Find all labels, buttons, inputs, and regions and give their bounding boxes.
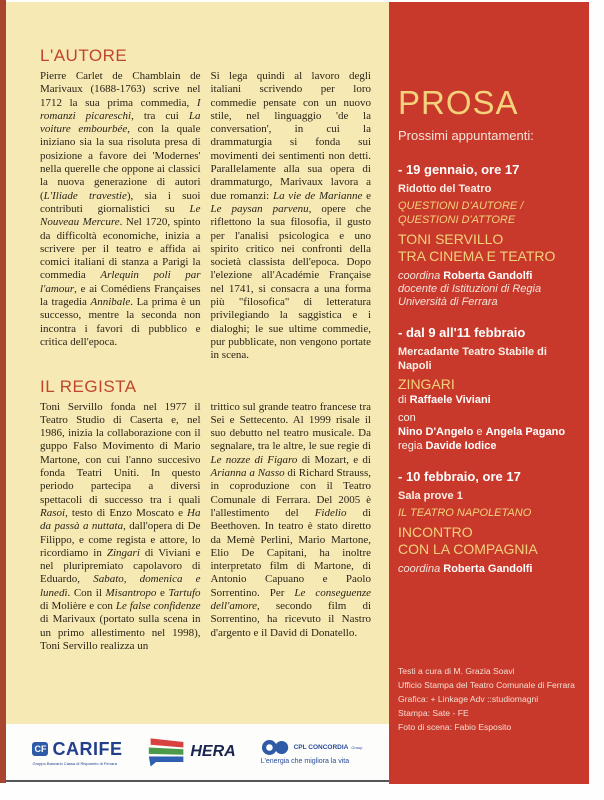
- hera-logo: [147, 736, 235, 768]
- author-name: Raffaele Viviani: [409, 394, 491, 406]
- credit-line: Testi a cura di M. Grazia Soavi: [398, 666, 515, 676]
- italic-title: Le nozze di Figaro: [210, 453, 298, 466]
- text-run: Si lega quindi al lavoro degli italiani scrivendo per loro commedie pensate con un nuovo stile, nel linguaggio 'de la conversation', in cui la drammaturgia si fonda sui movimenti dei sentimenti non detti. Parallelamente alla sua opera di drammaturgo, Marivaux lavora a due romanzi:: [210, 70, 371, 202]
- italic-title: Le false confidenze: [115, 599, 201, 612]
- carife-mark-icon: CF: [34, 744, 47, 754]
- autore-column-1: [40, 70, 201, 349]
- credit-line: Ufficio Stampa del Teatro Comunale di Ferrara: [398, 680, 575, 690]
- event-director: [398, 439, 583, 453]
- text-run: di Marivaux (portato sulla scena in un primo allestimento nel 1998), Toni Servillo realizza un: [40, 613, 201, 652]
- event-title: TONI SERVILLO: [398, 231, 504, 247]
- regista-column-2: [211, 401, 372, 640]
- coordinator-label: coordina: [398, 563, 441, 575]
- text-run: . La prima è un successo, mentre la seconda non incontra i favori di pubblico e critica dell'epoca.: [40, 296, 201, 348]
- text-run: , tra cui: [131, 109, 189, 122]
- credit-line: Stampa: Sate - FE: [398, 708, 469, 718]
- coordinator-affiliation: Università di Ferrara: [398, 296, 498, 308]
- director-name: Davide Iodice: [425, 440, 497, 452]
- text-run: trittico sul grande teatro francese tra Sei e Settecento. Al 1999 risale il suo debutto nel teatro musicale. Da segnalare, tra le altre, le sue regie di: [210, 400, 371, 453]
- event-title: INCONTRO: [398, 524, 473, 540]
- program-panel: [389, 2, 589, 784]
- event-cast: [398, 425, 583, 439]
- event-title: ZINGARI: [398, 376, 455, 392]
- cast-member: Angela Pagano: [485, 426, 566, 438]
- italic-title: Fidelio: [314, 506, 347, 519]
- italic-title: L'Iliade travestie: [43, 189, 127, 202]
- regista-section: [40, 377, 371, 654]
- italic-title: Le conseguenze dell'amore: [210, 586, 371, 612]
- event-2: [398, 325, 583, 453]
- text-run: Pierre Carlet de Chamblain de Marivaux (1688-1763) scrive nel 1712 la sua prima commedia,: [40, 70, 201, 109]
- coordinator-name: Roberta Gandolfi: [443, 563, 533, 575]
- event-venue: Mercadante Teatro Stabile di Napoli: [398, 346, 547, 372]
- cpl-group: Group: [351, 745, 363, 750]
- text-run: , con la quale iniziano sia la sua risoluta presa di posizione a favore dei 'Modernes' nella querelle che oppone ai classici la nuova generazione di autori (: [40, 123, 201, 202]
- cpl-name: CPL CONCORDIA: [293, 744, 349, 751]
- text-run: ), sia i suoi contributi giornalistici su: [40, 189, 201, 215]
- italic-title: Tartufo: [168, 586, 201, 599]
- carife-logo: [32, 739, 122, 766]
- cpl-concordia-logo: [261, 739, 363, 765]
- event-3: [398, 469, 583, 576]
- credits: [398, 666, 583, 736]
- event-venue: Ridotto del Teatro: [398, 183, 492, 195]
- italic-title: Misantropo: [105, 586, 157, 599]
- italic-title: Rasoi: [40, 506, 66, 519]
- cast-label: con: [398, 412, 416, 424]
- regista-column-1: [40, 401, 201, 654]
- credit-line: Foto di scena: Fabio Esposito: [398, 722, 512, 732]
- event-coordinator: [398, 269, 583, 283]
- text-run: e: [362, 189, 371, 202]
- italic-title: Le paysan parvenu: [210, 202, 309, 215]
- italic-title: La voiture embourbée: [40, 109, 201, 136]
- text-run: di Molière e con: [40, 599, 116, 612]
- event-title: CON LA COMPAGNIA: [398, 541, 538, 557]
- cpl-globe-icon: [261, 739, 291, 756]
- text-run: di Richard Strauss, in coproduzione con il Teatro Comunale di Ferrara. Del 2005 è l'allestimento del: [210, 467, 371, 519]
- cpl-tagline: L'energia che migliora la vita: [260, 758, 350, 765]
- text-run: . Con il: [67, 586, 106, 599]
- autore-columns: [40, 70, 371, 363]
- event-coordinator: [398, 562, 583, 576]
- event-title: TRA CINEMA E TEATRO: [398, 248, 556, 264]
- text-run: , testo di Enzo Moscato e: [65, 506, 188, 519]
- hera-name: HERA: [190, 743, 236, 760]
- event-author: [398, 393, 583, 407]
- left-edge-strip: [0, 0, 6, 783]
- event-date: - 10 febbraio, ore 17: [398, 469, 521, 484]
- italic-title: La vie de Marianne: [272, 189, 363, 202]
- event-date: - 19 gennaio, ore 17: [398, 162, 520, 177]
- regista-columns: [40, 401, 371, 654]
- prosa-title: PROSA: [398, 84, 519, 121]
- event-series: QUESTIONI D'ATTORE: [398, 214, 516, 226]
- italic-title: Sabato, domenica e lunedì: [40, 573, 201, 599]
- event-1: [398, 162, 583, 309]
- author-label: di: [398, 394, 407, 406]
- carife-subtitle: Gruppo Bancario Cassa di Risparmio di Ferrara: [32, 760, 117, 766]
- italic-title: Ha da passà a nuttata: [40, 506, 201, 533]
- text-run: Toni Servillo fonda nel 1977 il Teatro Studio di Caserta e, nel 1986, inizia la collaborazione con il guppo Falso Movimento di Mario Martone, con cui l'anno succesivo fonda Teatri Uniti. In questo periodo partecipa a diversi spettacoli di successo tra i quali: [40, 400, 201, 506]
- event-venue: Sala prove 1: [398, 490, 463, 502]
- autore-heading: L'AUTORE: [40, 46, 128, 65]
- sponsor-footer: [6, 724, 389, 782]
- text-run: , opere che riflettono la sua filosofia, il gusto per l'analisi psicologica e uno spirito critico nei confronti della società classista dell'epoca. Dopo l'elezione all'Académie Française nel 1741, si consacra a una forma più "filosofica" di letteratura privilegiando la saggistica e i dialoghi; le sue ultime commedie, pur pubblicate, non vengono portate in scena.: [210, 202, 371, 362]
- text-panel: [6, 2, 389, 724]
- hera-flag-icon: [147, 736, 187, 768]
- text-run: , e ai Comédiens Françaises la tragedia: [40, 282, 201, 309]
- coordinator-role: docente di Istituzioni di Regia: [398, 283, 542, 295]
- italic-title: Annibale: [90, 296, 131, 309]
- italic-title: Arlequin poli par l'amour: [40, 269, 201, 295]
- event-date: - dal 9 all'11 febbraio: [398, 325, 526, 340]
- italic-title: I romanzi picareschi: [40, 96, 201, 122]
- text-run: di Beethoven. In teatro è stato diretto da Memè Perlini, Mario Martone, Elio De Capitani, ha inoltre interpretato film di Martone, di Antonio Capuano e Paolo Sorrentino. Per: [210, 506, 371, 599]
- director-label: regia: [398, 440, 423, 452]
- text-run: . Nel 1720, spinto da difficoltà economiche, inizia a scrivere per il teatro e affida ai comici italiani di stanza a Parigi la commedia: [40, 216, 201, 282]
- credit-line: Grafica: + Linkage Adv ::studiomagni: [398, 694, 539, 704]
- text-run: , dall'opera di De Filippo, e come regista e attore, lo ricordiamo in: [40, 520, 201, 559]
- carife-name: CARIFE: [52, 738, 123, 759]
- autore-column-2: [211, 70, 372, 363]
- coordinator-label: coordina: [398, 270, 441, 282]
- text-run: , secondo film di Sorrentino, ha ricevuto il Nastro d'argento e il David di Donatello.: [210, 599, 371, 639]
- autore-section: [40, 46, 371, 363]
- coordinator-name: Roberta Gandolfi: [443, 270, 533, 282]
- regista-heading: IL REGISTA: [40, 376, 137, 396]
- event-series: QUESTIONI D'AUTORE /: [398, 200, 524, 212]
- text-run: e: [156, 586, 169, 599]
- prosa-subtitle: Prossimi appuntamenti:: [398, 128, 534, 143]
- italic-title: Arianna a Nasso: [210, 467, 285, 480]
- italic-title: Le Nouveau Mercure: [40, 202, 201, 229]
- event-series: IL TEATRO NAPOLETANO: [398, 507, 532, 519]
- cast-member: Nino D'Angelo: [398, 426, 474, 438]
- cast-conjunction: e: [476, 426, 483, 438]
- italic-title: Zingari: [106, 546, 140, 559]
- text-run: di Viviani e nel pluripremiato capolavoro di Eduardo,: [40, 546, 201, 586]
- text-run: di Mozart, e di: [297, 453, 371, 466]
